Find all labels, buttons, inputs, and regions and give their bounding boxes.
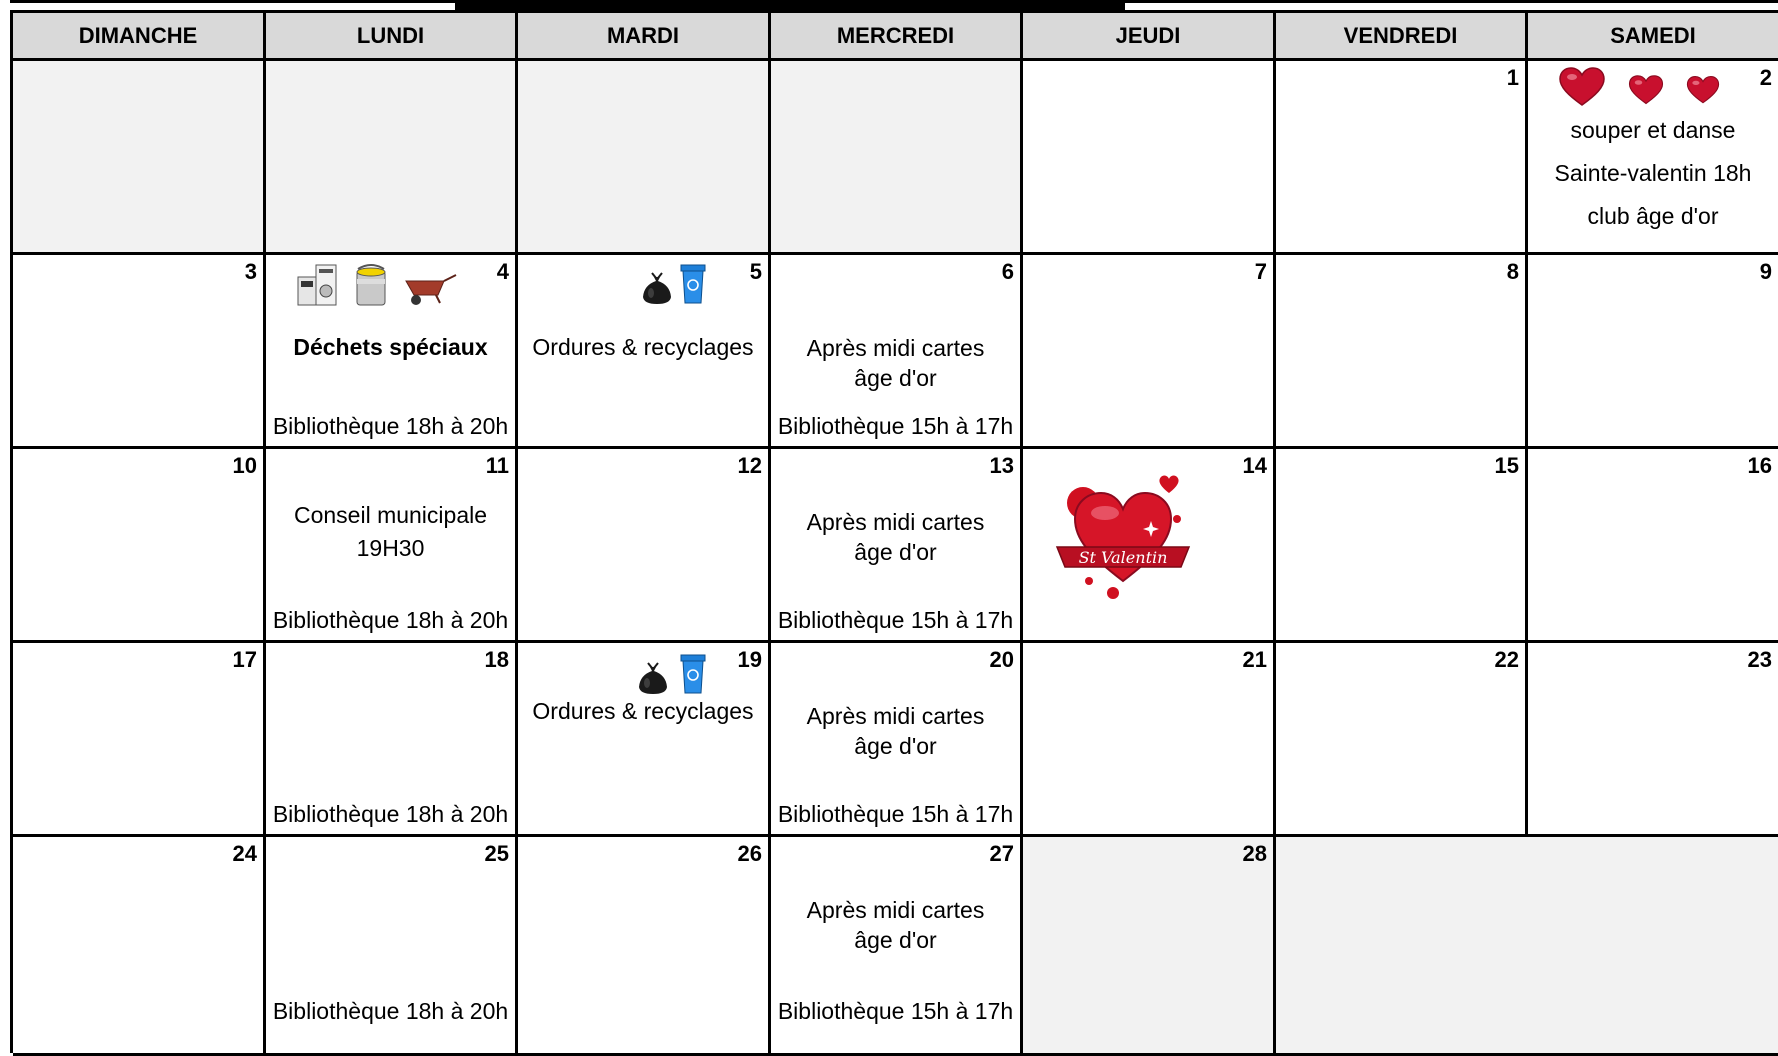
event-cartes-line2: âge d'or: [854, 733, 937, 759]
garbage-bag-icon: [640, 271, 674, 305]
event-cartes-line1: Après midi cartes: [806, 897, 985, 923]
header-lundi: LUNDI: [266, 13, 518, 61]
day-number: 4: [496, 259, 509, 284]
day-cell-26[interactable]: [518, 837, 771, 1056]
event-bibliotheque: Bibliothèque 18h à 20h: [272, 998, 509, 1024]
day-cell-3[interactable]: [13, 255, 266, 449]
day-number: 6: [1001, 259, 1014, 284]
day-number: 19: [737, 647, 762, 672]
special-waste-icons: [296, 261, 458, 307]
day-number: 20: [989, 647, 1014, 672]
event-cartes-line2: âge d'or: [854, 365, 937, 391]
header-samedi: SAMEDI: [1528, 13, 1778, 61]
day-cell-24[interactable]: [13, 837, 266, 1056]
header-mardi: MARDI: [518, 13, 771, 61]
day-cell-25[interactable]: [266, 837, 518, 1056]
event-bibliotheque: Bibliothèque 15h à 17h: [777, 998, 1014, 1024]
paint-can-icon: [354, 261, 388, 307]
event-bibliotheque: Bibliothèque 18h à 20h: [272, 607, 509, 633]
day-number: 27: [989, 841, 1014, 866]
valentine-banner-text: St Valentin: [1078, 548, 1168, 567]
garbage-icons: [640, 263, 706, 305]
day-number: 24: [232, 841, 257, 866]
day-cell-13[interactable]: [771, 449, 1023, 643]
day-number: 8: [1506, 259, 1519, 284]
event-cartes-line2: âge d'or: [854, 927, 937, 953]
day-number: 7: [1254, 259, 1267, 284]
day-number: 23: [1747, 647, 1772, 672]
header-dimanche: DIMANCHE: [13, 13, 266, 61]
day-number: 3: [244, 259, 257, 284]
valentine-heart-icon: [1053, 463, 1193, 603]
event-dechets-speciaux: Déchets spéciaux: [293, 334, 488, 360]
day-number: 2: [1759, 65, 1772, 90]
event-souper-line2: Sainte-valentin 18h: [1554, 160, 1752, 186]
garbage-bag-icon: [636, 661, 670, 695]
calendar-grid: [10, 10, 1778, 1053]
day-cell-21[interactable]: [1023, 643, 1276, 837]
day-cell-11[interactable]: [266, 449, 518, 643]
empty-day-cell: [13, 61, 266, 255]
day-cell-19[interactable]: [518, 643, 771, 837]
event-souper-line3: club âge d'or: [1587, 203, 1719, 229]
day-number: 9: [1759, 259, 1772, 284]
header-vendredi: VENDREDI: [1276, 13, 1528, 61]
day-cell-6[interactable]: [771, 255, 1023, 449]
event-conseil-municipale: Conseil municipale 19H30: [293, 502, 488, 561]
event-cartes-line1: Après midi cartes: [806, 335, 985, 361]
event-ordures-recyclages: Ordures & recyclages: [532, 334, 754, 360]
event-bibliotheque: Bibliothèque 18h à 20h: [272, 413, 509, 439]
day-number: 15: [1494, 453, 1519, 478]
event-cartes-line2: âge d'or: [854, 539, 937, 565]
day-cell-28[interactable]: [1023, 837, 1276, 1056]
heart-icon: [1628, 73, 1664, 107]
day-number: 22: [1494, 647, 1519, 672]
event-cartes-line1: Après midi cartes: [806, 509, 985, 535]
event-ordures-recyclages: Ordures & recyclages: [532, 698, 754, 724]
day-cell-23[interactable]: [1528, 643, 1778, 837]
day-number: 16: [1747, 453, 1772, 478]
empty-day-cell: [771, 61, 1023, 255]
day-number: 14: [1242, 453, 1267, 478]
day-cell-16[interactable]: [1528, 449, 1778, 643]
wheelbarrow-icon: [402, 267, 458, 307]
day-number: 28: [1242, 841, 1267, 866]
day-number: 13: [989, 453, 1014, 478]
day-number: 12: [737, 453, 762, 478]
garbage-icons: [636, 653, 706, 695]
day-number: 26: [737, 841, 762, 866]
empty-day-cell: [518, 61, 771, 255]
empty-day-cell: [1276, 837, 1778, 1056]
day-cell-17[interactable]: [13, 643, 266, 837]
event-souper-line1: souper et danse: [1570, 117, 1736, 143]
appliances-icon: [296, 261, 340, 307]
header-jeudi: JEUDI: [1023, 13, 1276, 61]
day-number: 5: [749, 259, 762, 284]
day-cell-22[interactable]: [1276, 643, 1528, 837]
day-cell-20[interactable]: [771, 643, 1023, 837]
day-cell-18[interactable]: [266, 643, 518, 837]
day-number: 18: [484, 647, 509, 672]
day-cell-8[interactable]: [1276, 255, 1528, 449]
day-cell-2[interactable]: [1528, 61, 1778, 255]
day-cell-10[interactable]: [13, 449, 266, 643]
event-cartes-line1: Après midi cartes: [806, 703, 985, 729]
day-cell-14[interactable]: [1023, 449, 1276, 643]
event-bibliotheque: Bibliothèque 18h à 20h: [272, 801, 509, 827]
day-number: 10: [232, 453, 257, 478]
day-number: 25: [484, 841, 509, 866]
day-cell-12[interactable]: [518, 449, 771, 643]
day-cell-1[interactable]: [1276, 61, 1528, 255]
empty-day-cell: [266, 61, 518, 255]
day-number: 17: [232, 647, 257, 672]
day-cell-15[interactable]: [1276, 449, 1528, 643]
empty-day-cell: [1023, 61, 1276, 255]
heart-icon: [1686, 73, 1720, 107]
day-cell-7[interactable]: [1023, 255, 1276, 449]
recycling-bin-icon: [680, 263, 706, 305]
day-cell-5[interactable]: [518, 255, 771, 449]
day-number: 11: [485, 453, 509, 478]
header-mercredi: MERCREDI: [771, 13, 1023, 61]
event-bibliotheque: Bibliothèque 15h à 17h: [777, 801, 1014, 827]
day-number: 21: [1242, 647, 1267, 672]
event-bibliotheque: Bibliothèque 15h à 17h: [777, 607, 1014, 633]
day-cell-27[interactable]: [771, 837, 1023, 1056]
recycling-bin-icon: [680, 653, 706, 695]
heart-icon: [1558, 67, 1606, 107]
hearts-icons: [1558, 67, 1720, 107]
day-number: 1: [1506, 65, 1519, 90]
event-bibliotheque: Bibliothèque 15h à 17h: [777, 413, 1014, 439]
day-cell-4[interactable]: [266, 255, 518, 449]
day-cell-9[interactable]: [1528, 255, 1778, 449]
